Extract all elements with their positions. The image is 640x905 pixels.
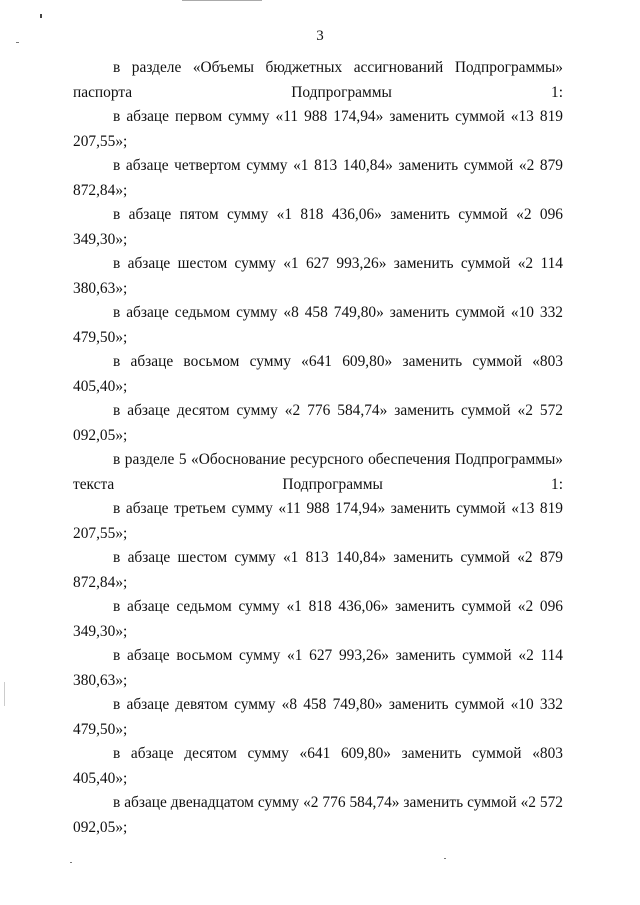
scan-artifact-dot: [4, 682, 5, 706]
paragraph: в абзаце девятом сумму «8 458 749,80» заменить суммой «10 332 479,50»;: [73, 696, 563, 738]
paragraph: в абзаце седьмом сумму «8 458 749,80» заменить суммой «10 332 479,50»;: [73, 304, 563, 346]
paragraph: в абзаце шестом сумму «1 813 140,84» заменить суммой «2 879 872,84»;: [73, 549, 563, 591]
scan-artifact-dot: [40, 14, 42, 18]
paragraph: в абзаце четвертом сумму «1 813 140,84» заменить суммой «2 879 872,84»;: [73, 157, 563, 199]
paragraph: в абзаце двенадцатом сумму «2 776 584,74» заменить суммой «2 572 092,05»;: [73, 794, 563, 836]
paragraph: в разделе «Объемы бюджетных ассигнований Подпрограммы» паспорта Подпрограммы 1:: [73, 59, 563, 101]
scan-artifact-dot: [70, 862, 72, 863]
paragraph: в абзаце седьмом сумму «1 818 436,06» заменить суммой «2 096 349,30»;: [73, 598, 563, 640]
document-body: [73, 56, 563, 840]
scan-artifact-dot: [444, 858, 446, 859]
paragraph: в абзаце восьмом сумму «641 609,80» заменить суммой «803 405,40»;: [73, 353, 563, 395]
paragraph: в абзаце третьем сумму «11 988 174,94» заменить суммой «13 819 207,55»;: [73, 500, 563, 542]
paragraph: в абзаце шестом сумму «1 627 993,26» заменить суммой «2 114 380,63»;: [73, 255, 563, 297]
paragraph: в разделе 5 «Обоснование ресурсного обеспечения Подпрограммы» текста Подпрограммы 1:: [73, 451, 563, 493]
scan-artifact-top: [182, 0, 262, 1]
paragraph: в абзаце десятом сумму «2 776 584,74» заменить суммой «2 572 092,05»;: [73, 402, 563, 444]
paragraph: в абзаце восьмом сумму «1 627 993,26» заменить суммой «2 114 380,63»;: [73, 647, 563, 689]
page-number: 3: [316, 28, 324, 44]
paragraph: в абзаце первом сумму «11 988 174,94» заменить суммой «13 819 207,55»;: [73, 108, 563, 150]
paragraph: в абзаце десятом сумму «641 609,80» заменить суммой «803 405,40»;: [73, 745, 563, 787]
paragraph: в абзаце пятом сумму «1 818 436,06» заменить суммой «2 096 349,30»;: [73, 206, 563, 248]
